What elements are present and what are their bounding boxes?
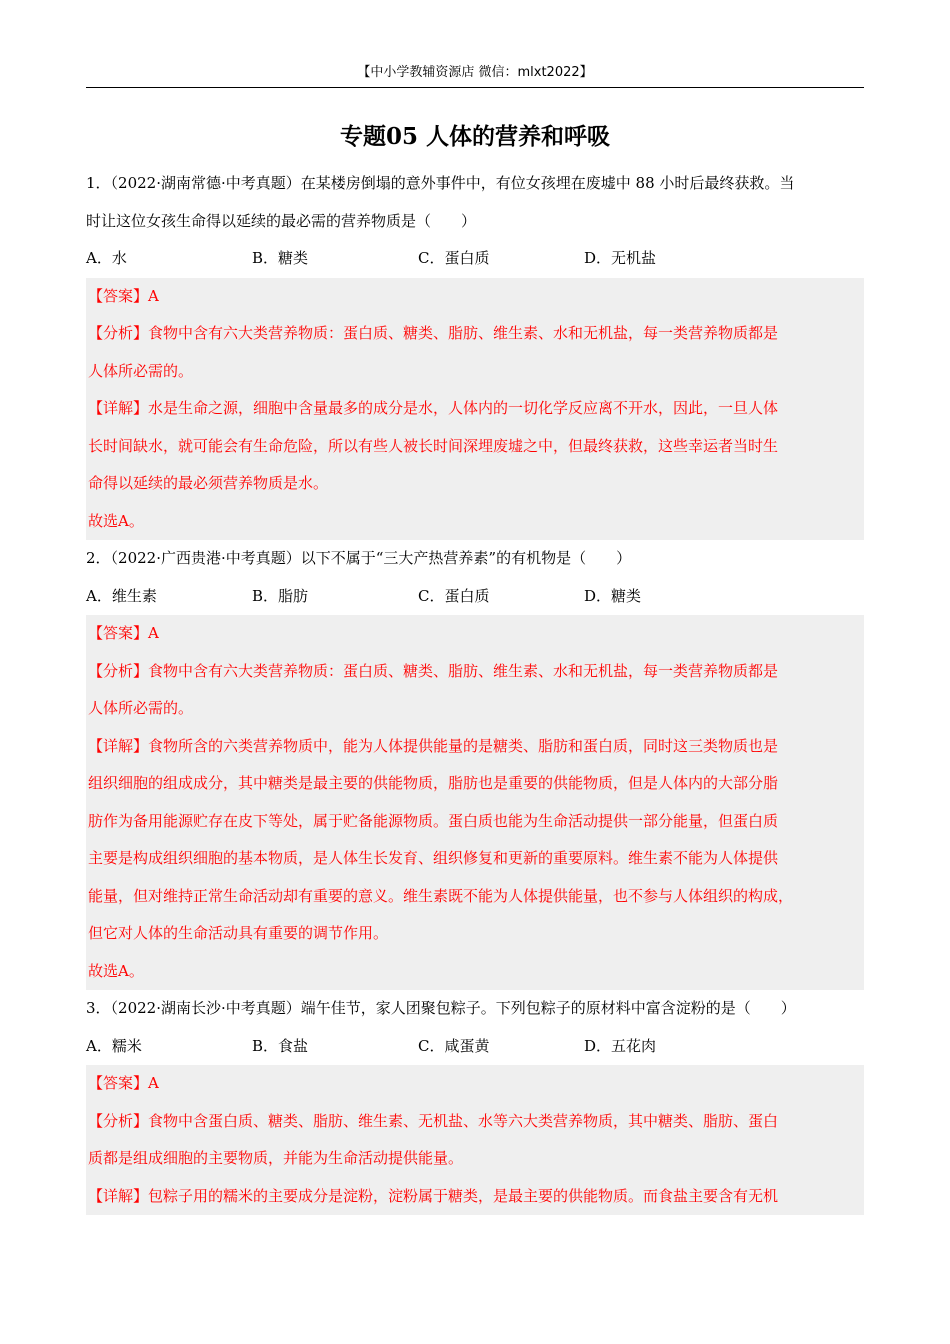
detail-line: 主要是构成组织细胞的基本物质，是人体生长发育、组织修复和更新的重要原料。维生素不能为人体提供 [88,849,779,867]
question-1 [86,165,864,540]
answer-box [86,615,864,990]
analysis-line: 人体所必需的。 [88,699,194,717]
analysis-line: 【分析】食物中含有六大类营养物质：蛋白质、糖类、脂肪、维生素、水和无机盐，每一类营养物质都是 [88,324,779,342]
question-stem-line: 2．（2022·广西贵港·中考真题）以下不属于“三大产热营养素”的有机物是（ ） [86,549,632,567]
option-a: A．维生素 [86,586,157,605]
option-d: D．五花肉 [584,1036,657,1055]
option-d: D．糖类 [584,586,642,605]
question-stem-line: 3．（2022·湖南长沙·中考真题）端午佳节，家人团聚包粽子。下列包粽子的原材料中富含淀粉的是（ ） [86,999,796,1017]
options-row [86,578,864,616]
detail-line: 长时间缺水，就可能会有生命危险，所以有些人被长时间深埋废墟之中，但最终获救，这些幸运者当时生 [88,436,779,455]
page-title: 专题05 人体的营养和呼吸 [339,123,610,150]
detail-line: 但它对人体的生命活动具有重要的调节作用。 [88,924,389,942]
analysis-line: 【分析】食物中含蛋白质、糖类、脂肪、维生素、无机盐、水等六大类营养物质，其中糖类、脂肪、蛋白 [88,1111,779,1130]
content [86,165,864,1215]
analysis-line: 【分析】食物中含有六大类营养物质：蛋白质、糖类、脂肪、维生素、水和无机盐，每一类营养物质都是 [88,661,779,680]
option-c: C．蛋白质 [418,249,490,267]
option-b: B．糖类 [252,249,309,267]
question-stem-line: 时让这位女孩生命得以延续的最必需的营养物质是（ ） [86,211,477,230]
option-c: C．咸蛋黄 [418,1036,490,1055]
question-3 [86,990,864,1215]
answer-box [86,1065,864,1215]
analysis-line: 人体所必需的。 [88,361,194,380]
detail-line: 命得以延续的最必须营养物质是水。 [88,474,329,492]
detail-line: 【详解】食物所含的六类营养物质中，能为人体提供能量的是糖类、脂肪和蛋白质，同时这三类物质也是 [88,736,779,755]
option-a: A．糯米 [86,1036,142,1055]
options-row [86,240,864,278]
question-stem-line: 1．（2022·湖南常德·中考真题）在某楼房倒塌的意外事件中，有位女孩埋在废墟中 88 小时后最终获救。当 [86,174,795,192]
answer-line: 【答案】A [88,1074,159,1092]
conclusion-line: 故选A。 [88,961,144,980]
conclusion-line: 故选A。 [88,511,144,530]
analysis-line: 质都是组成细胞的主要物质，并能为生命活动提供能量。 [88,1149,464,1167]
header-rule [86,87,864,88]
detail-line: 能量，但对维持正常生命活动却有重要的意义。维生素既不能为人体提供能量，也不参与人体组织的构成， [88,886,794,905]
options-row [86,1028,864,1066]
answer-box [86,278,864,541]
detail-line: 肪作为备用能源贮存在皮下等处，属于贮备能源物质。蛋白质也能为生命活动提供一部分能量，但蛋白质 [88,811,779,830]
option-b: B．脂肪 [252,586,309,605]
page-header: 【中小学教辅资源店 微信：mlxt2022】 [357,65,593,80]
detail-line: 组织细胞的组成成分，其中糖类是最主要的供能物质，脂肪也是重要的供能物质，但是人体内的大部分脂 [88,774,779,792]
option-d: D．无机盐 [584,249,657,267]
detail-line: 【详解】水是生命之源，细胞中含量最多的成分是水，人体内的一切化学反应离不开水，因此，一旦人体 [88,399,779,417]
detail-line: 【详解】包粽子用的糯米的主要成分是淀粉，淀粉属于糖类，是最主要的供能物质。而食盐主要含有无机 [88,1186,779,1205]
question-2 [86,540,864,990]
option-b: B．食盐 [252,1036,309,1055]
option-a: A．水 [86,249,127,267]
answer-line: 【答案】A [88,286,159,305]
option-c: C．蛋白质 [418,586,490,605]
answer-line: 【答案】A [88,624,159,642]
